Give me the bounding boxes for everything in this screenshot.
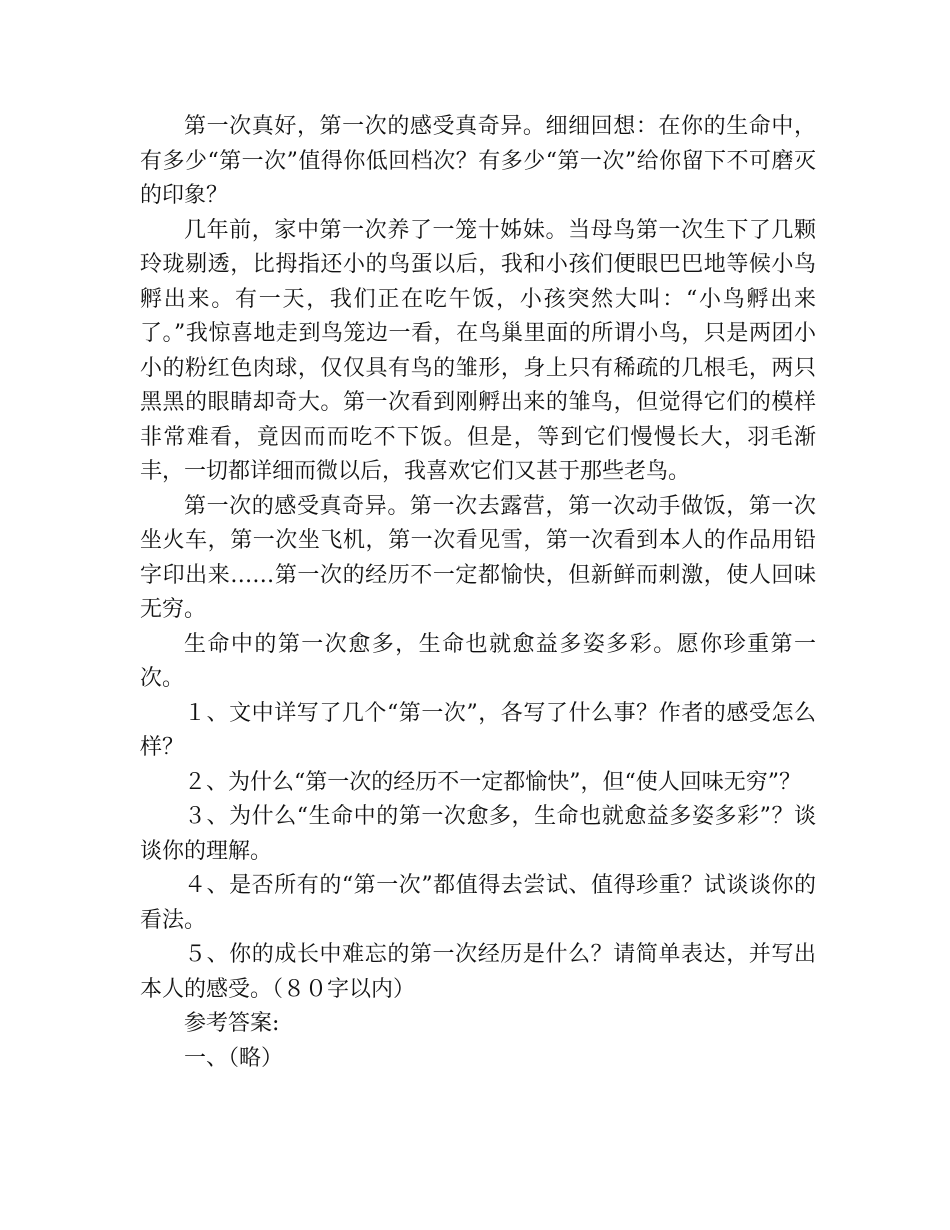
- essay-paragraph-2: 几年前，家中第一次养了一笼十姊妹。当母鸟第一次生下了几颗玲珑剔透，比拇指还小的鸟蛋以后，我和小孩们便眼巴巴地等候小鸟孵出来。有一天，我们正在吃午饭，小孩突然大叫：“小鸟孵出来了。”我惊喜地走到鸟笼边一看，在鸟巢里面的所谓小鸟，只是两团小小的粉红色肉球，仅仅具有鸟的雏形，身上只有稀疏的几根毛，两只黑黑的眼睛却奇大。第一次看到刚孵出来的雏鸟，但觉得它们的模样非常难看，竟因而而吃不下饭。但是，等到它们慢慢长大，羽毛渐丰，一切都详细而微以后，我喜欢它们又甚于那些老鸟。: [140, 217, 816, 484]
- question-2: ２、为什么“第一次的经历不一定都愉快”，但“使人回味无穷”？: [184, 769, 801, 795]
- question-5: ５、你的成长中难忘的第一次经历是什么？请简单表达，并写出本人的感受。（８０字以内）: [140, 942, 816, 1002]
- answer-item-1: 一、（略）: [184, 1045, 284, 1071]
- document-page: [140, 110, 816, 1076]
- essay-paragraph-4: 生命中的第一次愈多，生命也就愈益多姿多彩。愿你珍重第一次。: [140, 631, 816, 691]
- essay-paragraph-1: 第一次真好，第一次的感受真奇异。细细回想：在你的生命中，有多少“第一次”值得你低回档次？有多少“第一次”给你留下不可磨灭的印象？: [140, 114, 816, 208]
- answer-heading: 参考答案:: [184, 1011, 280, 1036]
- question-3: ３、为什么“生命中的第一次愈多，生命也就愈益多姿多彩”？谈谈你的理解。: [140, 804, 816, 864]
- question-4: ４、是否所有的“第一次”都值得去尝试、值得珍重？试谈谈你的看法。: [140, 873, 816, 933]
- question-1: １、文中详写了几个“第一次”，各写了什么事？作者的感受怎么样？: [140, 700, 816, 760]
- essay-paragraph-3: 第一次的感受真奇异。第一次去露营，第一次动手做饭，第一次坐火车，第一次坐飞机，第一次看见雪，第一次看到本人的作品用铅字印出来……第一次的经历不一定都愉快，但新鲜而刺激，使人回味无穷。: [140, 493, 816, 622]
